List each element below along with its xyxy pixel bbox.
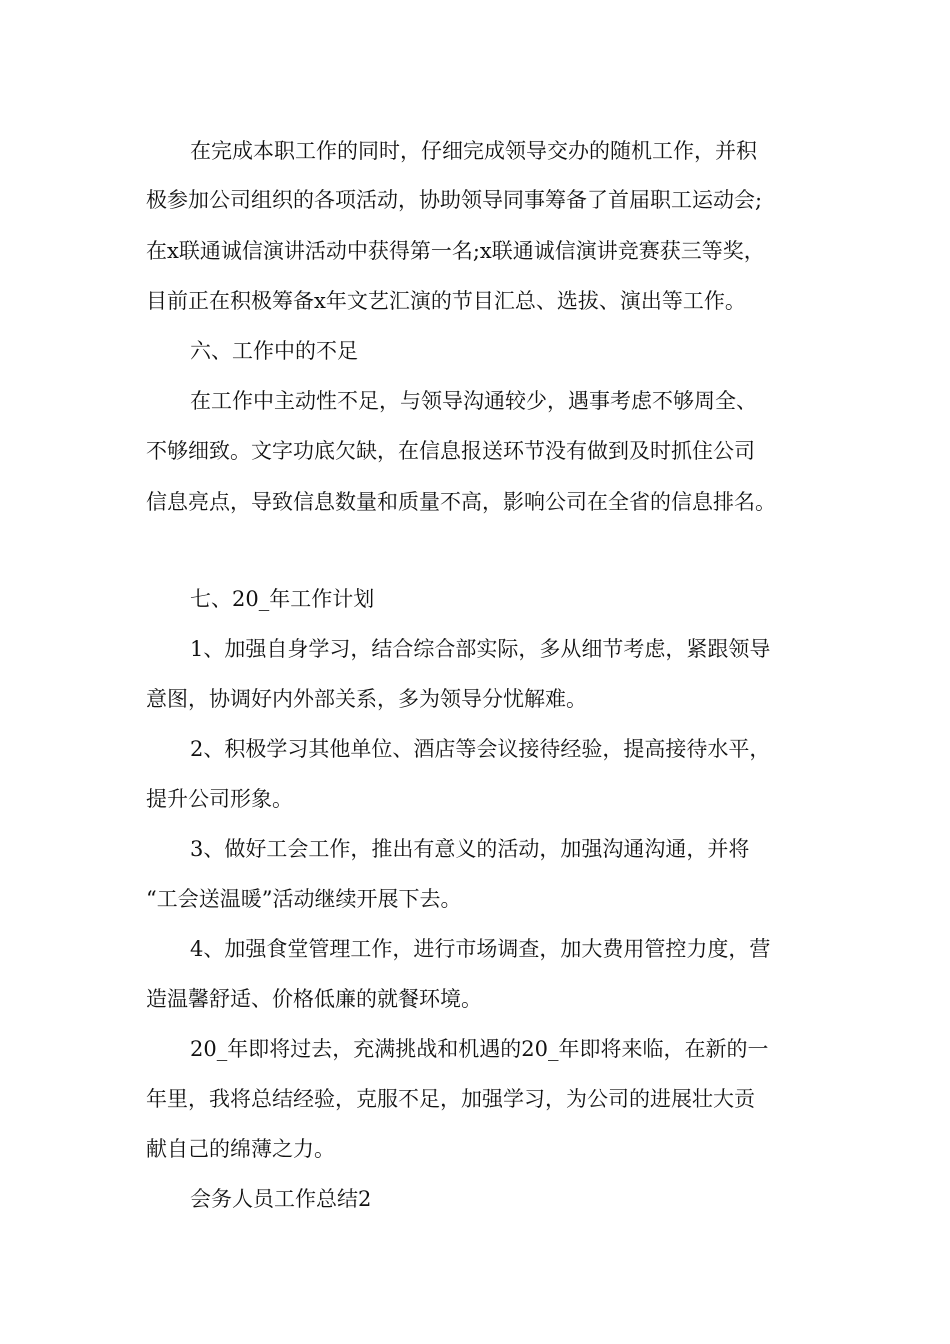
paragraph-line: 在完成本职工作的同时，仔细完成领导交办的随机工作，并积: [190, 139, 757, 163]
paragraph-line: 20_年即将过去，充满挑战和机遇的20_年即将来临，在新的一: [190, 1037, 769, 1061]
section-heading: 六、工作中的不足: [190, 339, 358, 363]
list-item-line: 3、做好工会工作，推出有意义的活动，加强沟通沟通，并将: [190, 837, 750, 861]
paragraph-line: 在x联通诚信演讲活动中获得第一名;x联通诚信演讲竞赛获三等奖，: [146, 239, 765, 263]
list-item-line: 提升公司形象。: [146, 787, 293, 811]
section-title: 会务人员工作总结2: [190, 1187, 372, 1211]
paragraph-line: 目前正在积极筹备x年文艺汇演的节目汇总、选拔、演出等工作。: [146, 289, 746, 313]
section-heading: 七、20_年工作计划: [190, 587, 375, 611]
paragraph-line: 在工作中主动性不足，与领导沟通较少，遇事考虑不够周全、: [190, 389, 757, 413]
paragraph-line: 年里，我将总结经验，克服不足，加强学习，为公司的进展壮大贡: [146, 1087, 755, 1111]
paragraph-line: 不够细致。文字功底欠缺，在信息报送环节没有做到及时抓住公司: [146, 439, 755, 463]
paragraph-line: 信息亮点，导致信息数量和质量不高，影响公司在全省的信息排名。: [146, 490, 776, 514]
list-item-line: 造温馨舒适、价格低廉的就餐环境。: [146, 987, 482, 1011]
paragraph-line: 极参加公司组织的各项活动，协助领导同事筹备了首届职工运动会;: [146, 188, 763, 212]
list-item-line: 1、加强自身学习，结合综合部实际，多从细节考虑，紧跟领导: [190, 637, 771, 661]
list-item-line: 4、加强食堂管理工作，进行市场调查，加大费用管控力度，营: [190, 937, 771, 961]
list-item-line: 2、积极学习其他单位、酒店等会议接待经验，提高接待水平，: [190, 737, 771, 761]
list-item-line: 意图，协调好内外部关系，多为领导分忧解难。: [146, 687, 587, 711]
list-item-line: “工会送温暖”活动继续开展下去。: [146, 887, 462, 911]
paragraph-line: 献自己的绵薄之力。: [146, 1137, 335, 1161]
